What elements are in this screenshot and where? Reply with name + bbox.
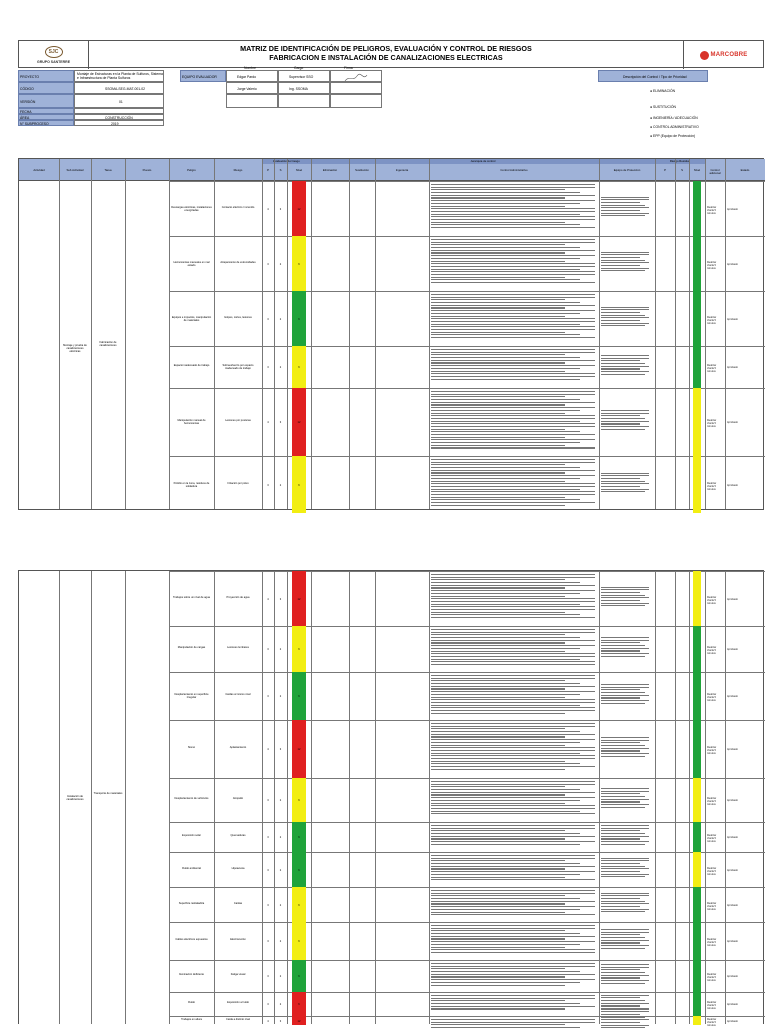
team-name-cell: Edgar Pardo — [226, 70, 278, 82]
column-header: Nivel — [295, 168, 303, 172]
additional-control-cell: Realizar charla 5 minutos — [707, 746, 717, 755]
administrative-control-text — [431, 855, 595, 884]
severity-cell: 2 — [279, 1003, 282, 1006]
task-cell: Instalación de canalizaciones — [66, 795, 84, 802]
hazard-cell: Sismo — [187, 746, 196, 749]
risk-level-value: 12 — [297, 748, 301, 751]
ppe-control-text — [601, 587, 649, 611]
status-cell: Aprobado — [727, 695, 738, 698]
status-cell: Aprobado — [727, 903, 738, 907]
additional-control-cell: Realizar charla 5 minutos — [707, 797, 717, 806]
status-cell: Aprobado — [727, 799, 738, 802]
table-row — [19, 887, 765, 922]
risk-cell: Exposición al ruido — [227, 1001, 249, 1004]
risk-cell: Aplastamiento — [229, 746, 247, 749]
residual-level-indicator — [693, 992, 701, 1016]
team-role-cell — [278, 94, 330, 108]
risk-level-indicator — [292, 720, 306, 778]
residual-level-indicator — [693, 571, 701, 626]
additional-control-cell: Realizar charla 5 minutos — [707, 901, 717, 911]
risk-level-value: 6 — [298, 317, 300, 321]
subactivity-cell: Transporte de materiales — [93, 792, 123, 795]
risk-level-indicator — [292, 992, 306, 1016]
column-header: Sub Actividad — [66, 168, 84, 172]
table-row — [19, 720, 765, 778]
risk-cell: Caídas al mismo nivel — [225, 693, 251, 696]
table-row — [19, 626, 765, 672]
administrative-control-text — [431, 349, 595, 385]
ppe-control-text — [601, 355, 649, 379]
hazard-cell: Exposición solar — [182, 834, 201, 837]
status-cell: Aprobado — [727, 483, 738, 487]
column-header: S — [279, 168, 282, 172]
team-col-role: Cargo — [294, 66, 304, 70]
risk-level-value: 6 — [298, 483, 300, 487]
residual-level-indicator — [693, 456, 701, 513]
probability-cell: 3 — [267, 836, 269, 839]
team-name-cell: Jorge Valerio — [226, 82, 278, 94]
info-value-cell: CONSTRUCCIÓN — [74, 114, 164, 120]
column-header: S — [681, 168, 683, 172]
residual-level-indicator — [693, 960, 701, 992]
risk-level-value: 12 — [297, 1019, 301, 1023]
risk-cell: Contacto eléctrico / incendio — [221, 205, 255, 209]
residual-level-indicator — [693, 720, 701, 778]
status-cell: Aprobado — [727, 366, 738, 369]
matrix-page-2 — [18, 570, 764, 1027]
matrix-page-1 — [18, 40, 764, 510]
column-header: Equipo de Protección — [613, 168, 641, 172]
administrative-control-text — [431, 995, 595, 1013]
ppe-control-text — [601, 737, 649, 761]
administrative-control-text — [431, 963, 595, 989]
info-value-cell: 01 — [74, 94, 164, 108]
info-value-cell: SSOMA-SEG-MAT-001-02 — [74, 82, 164, 94]
risk-cell: Golpes, cortes, lesiones — [224, 315, 252, 319]
risk-level-value: 6 — [298, 366, 300, 369]
risk-level-indicator — [292, 346, 306, 388]
risk-level-value: 12 — [297, 597, 301, 601]
severity-cell: 2 — [279, 483, 282, 487]
risk-level-value: 6 — [298, 868, 300, 872]
column-header: P — [267, 168, 269, 172]
hazard-cell: Superficie resbaladiza — [178, 901, 205, 905]
risk-cell: Sobreesfuerzo por espacio inadecuado de trabajo — [222, 364, 254, 371]
legend-item: ● EPP (Equipo de Protección) — [650, 134, 696, 138]
severity-cell: 3 — [279, 597, 282, 601]
risk-cell: Fatiga visual — [230, 973, 246, 976]
severity-cell: 2 — [279, 799, 282, 802]
severity-cell: 2 — [279, 836, 282, 839]
probability-cell: 3 — [267, 1003, 269, 1006]
risk-level-value: 6 — [298, 648, 300, 651]
legend-item: ● SUSTITUCIÓN — [650, 105, 676, 109]
column-header: Sustitución — [355, 168, 369, 172]
risk-level-indicator — [292, 626, 306, 672]
risk-cell: Atrapamiento de extremidades — [220, 260, 256, 264]
risk-level-indicator — [292, 291, 306, 346]
hazard-cell: Manipulación manual de herramientas — [177, 419, 206, 426]
residual-level-indicator — [693, 822, 701, 852]
team-role-cell: Ing. SSOMA — [278, 82, 330, 94]
additional-control-cell: Realizar charla 5 minutos — [707, 1017, 717, 1027]
status-cell: Aprobado — [727, 836, 738, 839]
column-header: Tarea — [104, 168, 112, 172]
risk-level-indicator — [292, 181, 306, 236]
additional-control-cell: Realizar charla 5 minutos — [707, 364, 717, 373]
table-row — [19, 181, 765, 236]
risk-level-value: 12 — [297, 207, 301, 211]
severity-cell: 3 — [279, 1019, 282, 1023]
severity-cell: 2 — [279, 868, 282, 872]
subactivity-cell: Fabricación de canalizaciones — [99, 341, 117, 348]
column-header: Estado — [740, 168, 750, 172]
probability-cell: 3 — [267, 975, 269, 978]
ppe-control-text — [601, 929, 649, 953]
administrative-control-text — [431, 239, 595, 288]
hazard-cell: Desplazamiento en superficie irregular — [174, 693, 209, 700]
hazard-cell: Descargas eléctricas, instalaciones energizadas — [171, 205, 212, 212]
probability-cell: 3 — [267, 799, 269, 802]
team-role-cell: Supervisor SSO — [278, 70, 330, 82]
hazard-cell: Equipos e impactos, manipulación de materiales — [171, 315, 212, 322]
hazard-cell: Espacio inadecuado de trabajo — [173, 364, 210, 367]
hazard-cell: Iluminación deficiente — [179, 973, 204, 976]
administrative-control-text — [431, 629, 595, 669]
ppe-control-text — [601, 307, 649, 331]
risk-level-indicator — [292, 571, 306, 626]
residual-level-indicator — [693, 1016, 701, 1025]
table-row — [19, 236, 765, 291]
info-value-cell: 2019 — [74, 120, 164, 126]
ppe-control-text — [601, 197, 649, 221]
table-row — [19, 778, 765, 822]
column-header: Actividad — [33, 168, 45, 172]
administrative-control-text — [431, 675, 595, 717]
severity-cell: 2 — [279, 317, 282, 321]
additional-control-cell: Realizar charla 5 minutos — [707, 646, 717, 655]
additional-control-cell: Realizar charla 5 minutos — [707, 866, 717, 876]
probability-cell: 3 — [267, 366, 269, 369]
additional-control-cell: Realizar charla 5 minutos — [707, 481, 717, 491]
probability-cell: 3 — [267, 868, 269, 872]
team-col-sign: Firma — [344, 66, 353, 70]
hazard-cell: Cables eléctricos expuestos — [175, 938, 208, 941]
task-cell: Montaje y prueba de canalizaciones eléctricas — [63, 344, 87, 354]
status-cell: Aprobado — [727, 868, 738, 872]
risk-level-indicator — [292, 960, 306, 992]
residual-level-indicator — [693, 887, 701, 922]
residual-level-indicator — [693, 181, 701, 236]
administrative-control-text — [431, 574, 595, 623]
ppe-control-text — [601, 1009, 649, 1033]
residual-level-indicator — [693, 922, 701, 960]
risk-cell: Electrocución — [230, 938, 246, 941]
info-label-cell: VERSIÓN — [18, 94, 74, 108]
info-label-cell: PROYECTO — [18, 70, 74, 82]
risk-level-value: 6 — [298, 262, 300, 266]
risk-level-value: 6 — [298, 695, 300, 698]
administrative-control-text — [431, 723, 595, 775]
administrative-control-text — [431, 459, 595, 510]
risk-level-value: 6 — [298, 975, 300, 978]
legend-item: ● CONTROL ADMINISTRATIVO — [650, 125, 699, 129]
residual-level-indicator — [693, 672, 701, 720]
hazard-cell: Desplazamiento de vehículos — [174, 797, 209, 800]
probability-cell: 4 — [267, 1019, 269, 1023]
company-logo-right — [683, 41, 763, 69]
table-header — [19, 159, 765, 181]
hazard-cell: Polvillo en la zona, residuos de soldadura — [173, 481, 210, 488]
risk-level-indicator — [292, 822, 306, 852]
risk-matrix-table-continued — [18, 570, 764, 1027]
hazard-cell: Trabajos sobre un nivel de agua — [173, 595, 210, 599]
risk-matrix-table — [18, 158, 764, 510]
title-line-2: FABRICACION E INSTALACIÓN DE CANALIZACIONES ELECTRICAS — [269, 53, 503, 62]
info-label-cell: ÁREA — [18, 114, 74, 120]
column-header: Nivel — [693, 168, 701, 172]
risk-level-indicator — [292, 922, 306, 960]
risk-level-value: 6 — [298, 903, 300, 907]
table-row — [19, 291, 765, 346]
company-logo-left — [19, 41, 89, 69]
administrative-control-text — [431, 925, 595, 957]
team-label-cell: EQUIPO EVALUADOR — [180, 70, 226, 82]
ppe-control-text — [601, 964, 649, 988]
signature-cell — [330, 70, 382, 82]
group-header-residual: Riesgo Residual — [655, 159, 705, 164]
administrative-control-text — [431, 1019, 595, 1022]
table-row — [19, 822, 765, 852]
ppe-control-text — [601, 788, 649, 812]
administrative-control-text — [431, 825, 595, 849]
status-cell: Aprobado — [727, 1003, 738, 1006]
probability-cell: 3 — [267, 648, 269, 651]
table-row — [19, 1016, 765, 1025]
risk-cell: Hipoacusia — [231, 866, 245, 870]
probability-cell: 4 — [267, 421, 269, 424]
sun-icon — [700, 51, 709, 60]
ppe-control-text — [601, 252, 649, 276]
column-header: Peligro — [187, 168, 196, 172]
risk-level-value: 6 — [298, 1003, 300, 1006]
severity-cell: 2 — [279, 695, 282, 698]
column-header: Riesgo — [233, 168, 243, 172]
group-header-control: Jerarquía de control — [311, 159, 655, 164]
status-cell: Aprobado — [727, 262, 738, 266]
hazard-cell: Ruido — [188, 1001, 195, 1004]
additional-control-cell: Realizar charla 5 minutos — [707, 973, 717, 982]
additional-control-cell: Realizar charla 5 minutos — [707, 693, 717, 702]
severity-cell: 3 — [279, 207, 282, 211]
legend-item: ● INGENIERÍA / ADECUACIÓN — [650, 116, 698, 120]
risk-level-value: 12 — [297, 421, 301, 424]
logo-right-text: MARCOBRE — [710, 52, 748, 58]
additional-control-cell: Realizar charla 5 minutos — [707, 1001, 717, 1010]
administrative-control-text — [431, 294, 595, 343]
risk-cell: Caída a distinto nivel — [225, 1017, 251, 1021]
residual-level-indicator — [693, 778, 701, 822]
administrative-control-text — [431, 391, 595, 453]
info-label-cell: N° SUBPROCESO — [18, 120, 74, 126]
severity-cell: 2 — [279, 903, 282, 907]
table-row — [19, 672, 765, 720]
info-label-cell: FECHA — [18, 108, 74, 114]
probability-cell: 3 — [267, 262, 269, 266]
risk-level-value: 6 — [298, 799, 300, 802]
table-row — [19, 346, 765, 388]
ppe-control-text — [601, 410, 649, 434]
column-header: Control Administrativo — [500, 168, 528, 172]
column-header: Control adicional — [709, 168, 721, 176]
administrative-control-text — [431, 184, 595, 233]
severity-cell: 2 — [279, 940, 282, 943]
probability-cell: 4 — [267, 207, 269, 211]
severity-cell: 2 — [279, 975, 282, 978]
risk-level-value: 6 — [298, 836, 300, 839]
table-row — [19, 456, 765, 513]
additional-control-cell: Realizar charla 5 minutos — [707, 938, 717, 947]
status-cell: Aprobado — [727, 940, 738, 943]
additional-control-cell: Realizar charla 5 minutos — [707, 205, 717, 215]
probability-cell: 3 — [267, 317, 269, 321]
column-header: Ingeniería — [395, 168, 409, 172]
hazard-cell: Manipulación de cargas — [177, 646, 206, 649]
legend-item: ● ELIMINACIÓN — [650, 89, 676, 93]
column-header: Puesto — [142, 168, 152, 172]
additional-control-cell: Realizar charla 5 minutos — [707, 315, 717, 325]
signature-cell — [330, 94, 382, 108]
probability-cell: 3 — [267, 695, 269, 698]
risk-cell: Atropello — [232, 797, 244, 800]
status-cell: Aprobado — [727, 317, 738, 321]
probability-cell: 3 — [267, 903, 269, 907]
info-value-cell: Montaje de Estructuras en la Planta de Sulfuros, Sistema e Infraestructura de Planta Sulfuros — [74, 70, 164, 82]
severity-cell: 2 — [279, 262, 282, 266]
table-row — [19, 960, 765, 992]
risk-cell: Irritación por polvo — [227, 481, 249, 485]
table-row — [19, 992, 765, 1016]
table-row — [19, 852, 765, 887]
ppe-control-text — [601, 637, 649, 661]
group-header-evaluation: Evaluación del riesgo — [262, 159, 311, 164]
info-label-cell: CÓDIGO — [18, 82, 74, 94]
legend-title-cell: Descripción del Control / Tipo de Prioridad — [598, 70, 708, 82]
status-cell: Aprobado — [727, 648, 738, 651]
risk-cell: Lesiones por posturas — [225, 419, 251, 422]
probability-cell: 4 — [267, 597, 269, 601]
severity-cell: 2 — [279, 366, 282, 369]
column-header: P — [664, 168, 666, 172]
administrative-control-text — [431, 781, 595, 819]
logo-name: GRUPO SANTERRE — [36, 60, 71, 64]
ppe-control-text — [601, 893, 649, 917]
residual-level-indicator — [693, 291, 701, 346]
status-cell: Aprobado — [727, 597, 738, 601]
team-col-name: Nombre — [244, 66, 257, 70]
administrative-control-text — [431, 890, 595, 919]
risk-level-indicator — [292, 672, 306, 720]
ppe-control-text — [601, 684, 649, 708]
risk-level-indicator — [292, 1016, 306, 1025]
additional-control-cell: Realizar charla 5 minutos — [707, 260, 717, 270]
table-row — [19, 571, 765, 626]
ppe-control-text — [601, 858, 649, 882]
risk-cell: Proyección de agua — [226, 595, 250, 599]
probability-cell: 3 — [267, 483, 269, 487]
risk-level-indicator — [292, 778, 306, 822]
table-row — [19, 922, 765, 960]
status-cell: Aprobado — [727, 421, 738, 424]
hazard-cell: Herramientas manuales en mal estado — [173, 260, 210, 267]
additional-control-cell: Realizar charla 5 minutos — [707, 419, 717, 428]
risk-level-indicator — [292, 456, 306, 513]
residual-level-indicator — [693, 388, 701, 456]
probability-cell: 4 — [267, 748, 269, 751]
probability-cell: 3 — [267, 940, 269, 943]
status-cell: Aprobado — [727, 975, 738, 978]
additional-control-cell: Realizar charla 5 minutos — [707, 834, 717, 843]
ppe-control-text — [601, 825, 649, 849]
info-section — [18, 66, 764, 142]
status-cell: Aprobado — [727, 1019, 738, 1023]
hazard-cell: Trabajos en altura — [181, 1017, 202, 1021]
status-cell: Aprobado — [727, 748, 738, 751]
risk-level-indicator — [292, 236, 306, 291]
risk-level-indicator — [292, 852, 306, 887]
logo-mark: SJC — [45, 46, 63, 58]
team-name-cell — [226, 94, 278, 108]
status-cell: Aprobado — [727, 207, 738, 211]
residual-level-indicator — [693, 346, 701, 388]
column-header: Eliminación — [322, 168, 338, 172]
residual-level-indicator — [693, 236, 701, 291]
risk-cell: Quemaduras — [230, 834, 246, 837]
severity-cell: 3 — [279, 748, 282, 751]
residual-level-indicator — [693, 626, 701, 672]
page-footer-mark — [761, 528, 762, 531]
severity-cell: 2 — [279, 648, 282, 651]
risk-cell: Lesiones lumbares — [227, 646, 249, 649]
document-title — [89, 44, 683, 62]
table-row — [19, 388, 765, 456]
risk-level-indicator — [292, 887, 306, 922]
document-header — [18, 40, 764, 68]
additional-control-cell: Realizar charla 5 minutos — [707, 595, 717, 605]
residual-level-indicator — [693, 852, 701, 887]
hazard-cell: Ruido ambiental — [182, 866, 201, 870]
title-line-1: MATRIZ DE IDENTIFICACIÓN DE PELIGROS, EVALUACIÓN Y CONTROL DE RIESGOS — [240, 44, 532, 53]
risk-level-value: 6 — [298, 940, 300, 943]
risk-level-indicator — [292, 388, 306, 456]
signature-cell — [330, 82, 382, 94]
ppe-control-text — [601, 473, 649, 497]
severity-cell: 3 — [279, 421, 282, 424]
risk-cell: Caídas — [233, 901, 243, 905]
